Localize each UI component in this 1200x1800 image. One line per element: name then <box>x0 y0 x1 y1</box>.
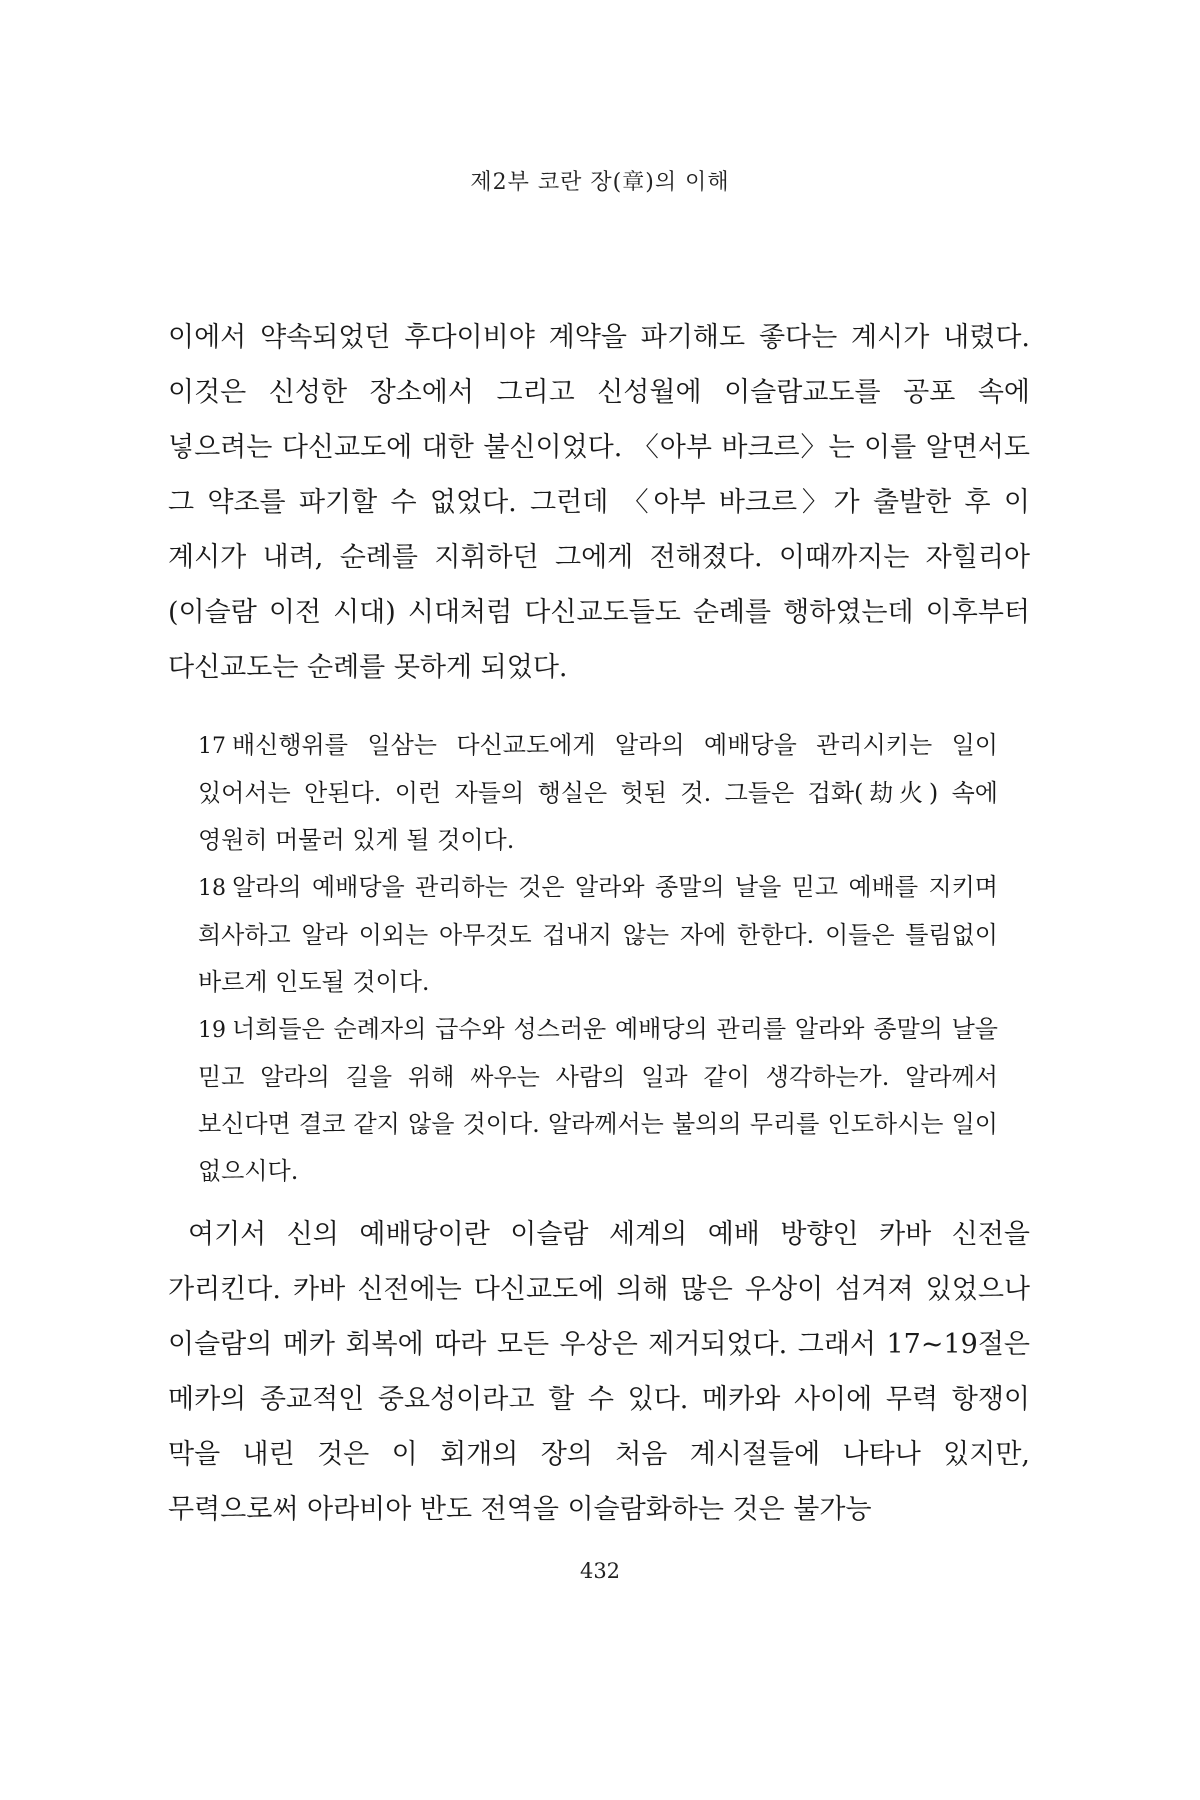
body-paragraph: 여기서 신의 예배당이란 이슬람 세계의 예배 방향인 카바 신전을 가리킨다. 카바 신전에는 다신교도에 의해 많은 우상이 섬겨져 있었으나 이슬람의 메카 회복에 따라 모든 우상은 제거되었다. 그래서 17~19절은 메카의 종교적인 중요성이라고 할 수 있다. 메카와 사이에 무력 항쟁이 막을 내린 것은 이 회개의 장의 처음 계시절들에 나타나 있지만, 무력으로써 아라비아 반도 전역을 이슬람화하는 것은 불가능 <box>168 1219 1030 1525</box>
verse-19 <box>198 1006 998 1195</box>
page-number: 432 <box>579 1559 621 1583</box>
verse-number: 17 <box>198 734 226 759</box>
quoted-verses <box>198 722 998 1195</box>
body-paragraph: 이에서 약속되었던 후다이비야 계약을 파기해도 좋다는 계시가 내렸다. 이것은 신성한 장소에서 그리고 신성월에 이슬람교도를 공포 속에 넣으려는 다신교도에 대한 불신이었다. 〈아부 바크르〉는 이를 알면서도 그 약조를 파기할 수 없었다. 그런데 〈아부 바크르〉가 출발한 후 이 계시가 내려, 순례를 지휘하던 그에게 전해졌다. 이때까지는 자힐리아(이슬람 이전 시대) 시대처럼 다신교도들도 순례를 행하였는데 이후부터 다신교도는 순례를 못하게 되었다. <box>168 322 1030 683</box>
verse-18 <box>198 864 998 1006</box>
verse-number: 19 <box>198 1018 226 1043</box>
running-header: 제2부 코란 장(章)의 이해 <box>470 170 730 195</box>
verse-number: 18 <box>198 876 226 901</box>
verse-text: 알라의 예배당을 관리하는 것은 알라와 종말의 날을 믿고 예배를 지키며 희사하고 알라 이외는 아무것도 겁내지 않는 자에 한한다. 이들은 틀림없이 바르게 인도될 것이다. <box>198 873 998 996</box>
verse-text: 너희들은 순례자의 급수와 성스러운 예배당의 관리를 알라와 종말의 날을 믿고 알라의 길을 위해 싸우는 사람의 일과 같이 생각하는가. 알라께서 보신다면 결코 같지 않을 것이다. 알라께서는 불의의 무리를 인도하시는 일이 없으시다. <box>198 1015 998 1185</box>
verse-17 <box>198 722 998 864</box>
verse-text: 배신행위를 일삼는 다신교도에게 알라의 예배당을 관리시키는 일이 있어서는 안된다. 이런 자들의 행실은 헛된 것. 그들은 겁화(劫火) 속에 영원히 머물러 있게 될 것이다. <box>198 731 998 854</box>
